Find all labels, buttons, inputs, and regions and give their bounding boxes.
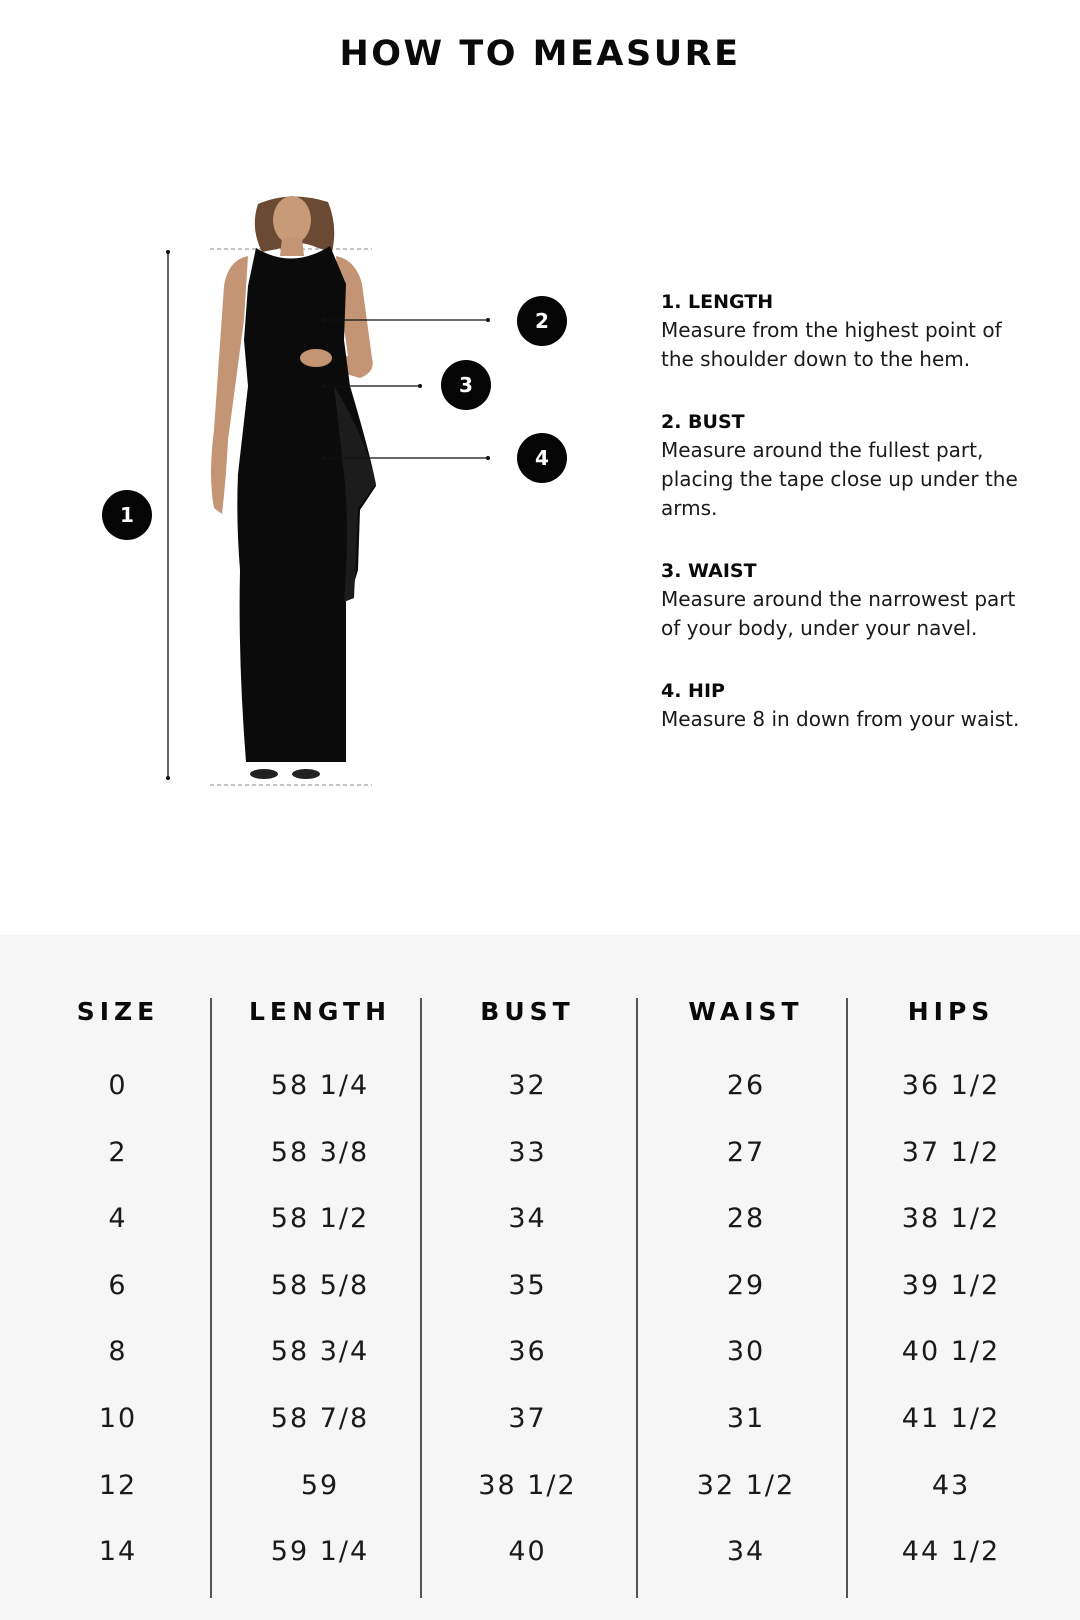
instruction-hip: [661, 677, 1021, 734]
table-cell: 28: [726, 1203, 766, 1235]
table-cell: 0: [108, 1070, 128, 1101]
marker-bust: 2: [517, 296, 567, 346]
measurement-instructions: [661, 288, 1021, 768]
hips-column: [856, 995, 1046, 1602]
model-figure: [0, 190, 620, 810]
table-cell: 30: [726, 1336, 766, 1368]
table-cell: 32: [508, 1070, 547, 1101]
table-cell: 41 1/2: [901, 1402, 1001, 1434]
instruction-text: Measure around the narrowest part of your body, under your navel.: [661, 587, 1016, 640]
table-cell: 40: [508, 1536, 547, 1568]
marker-length: 1: [102, 490, 152, 540]
measurement-illustration: [0, 190, 620, 810]
table-cell: 59 1/4: [270, 1536, 370, 1568]
table-cell: 6: [108, 1269, 128, 1301]
instruction-text: Measure 8 in down from your waist.: [661, 707, 1020, 731]
table-cell: 2: [108, 1136, 128, 1168]
table-cell: 33: [508, 1136, 547, 1168]
table-cell: 39 1/2: [901, 1269, 1001, 1301]
table-cell: 4: [108, 1203, 128, 1235]
column-header-bust: BUST: [480, 997, 575, 1026]
table-cell: 10: [98, 1402, 138, 1434]
instruction-text: Measure from the highest point of the shoulder down to the hem.: [661, 318, 1002, 371]
table-cell: 29: [726, 1269, 766, 1301]
size-column: [28, 995, 208, 1602]
table-cell: 59: [300, 1469, 340, 1501]
instruction-waist: [661, 557, 1021, 643]
table-cell: 37: [508, 1402, 547, 1434]
column-divider: [636, 998, 638, 1598]
length-column: [225, 995, 415, 1602]
table-cell: 44 1/2: [901, 1536, 1001, 1568]
table-cell: 38 1/2: [478, 1469, 577, 1501]
column-header-waist: WAIST: [688, 997, 804, 1026]
instruction-title: 3. WAIST: [661, 560, 757, 582]
instruction-title: 2. BUST: [661, 411, 745, 433]
instruction-length: [661, 288, 1021, 374]
column-header-length: LENGTH: [249, 997, 391, 1026]
size-chart-table: [0, 935, 1080, 1620]
table-cell: 58 1/2: [270, 1203, 370, 1235]
table-cell: 36: [508, 1336, 547, 1368]
table-cell: 58 5/8: [270, 1269, 370, 1301]
column-divider: [846, 998, 848, 1598]
marker-hip: 4: [517, 433, 567, 483]
marker-waist: 3: [441, 360, 491, 410]
column-header-size: SIZE: [76, 997, 160, 1026]
table-cell: 43: [931, 1469, 971, 1501]
table-cell: 58 1/4: [270, 1070, 370, 1101]
instruction-bust: [661, 408, 1021, 523]
column-header-hips: HIPS: [907, 997, 995, 1026]
table-cell: 34: [726, 1536, 766, 1568]
table-cell: 37 1/2: [901, 1136, 1001, 1168]
waist-column: [648, 995, 844, 1602]
instruction-text: Measure around the fullest part, placing the tape close up under the arms.: [661, 438, 1018, 520]
table-cell: 27: [726, 1136, 766, 1168]
table-cell: 8: [108, 1336, 128, 1368]
table-cell: 58 7/8: [270, 1402, 370, 1434]
table-cell: 14: [98, 1536, 138, 1568]
page-title: HOW TO MEASURE: [339, 34, 741, 74]
table-cell: 34: [508, 1203, 547, 1235]
instruction-title: 1. LENGTH: [661, 291, 774, 313]
table-cell: 36 1/2: [901, 1070, 1001, 1101]
table-cell: 12: [98, 1469, 138, 1501]
table-cell: 32 1/2: [696, 1469, 796, 1501]
instruction-title: 4. HIP: [661, 680, 725, 702]
column-divider: [210, 998, 212, 1598]
table-cell: 35: [508, 1269, 547, 1301]
table-cell: 40 1/2: [901, 1336, 1001, 1368]
table-cell: 31: [726, 1402, 766, 1434]
table-cell: 26: [726, 1070, 766, 1101]
table-cell: 58 3/8: [270, 1136, 370, 1168]
bust-column: [430, 995, 625, 1602]
table-cell: 38 1/2: [901, 1203, 1001, 1235]
column-divider: [420, 998, 422, 1598]
table-cell: 58 3/4: [270, 1336, 370, 1368]
